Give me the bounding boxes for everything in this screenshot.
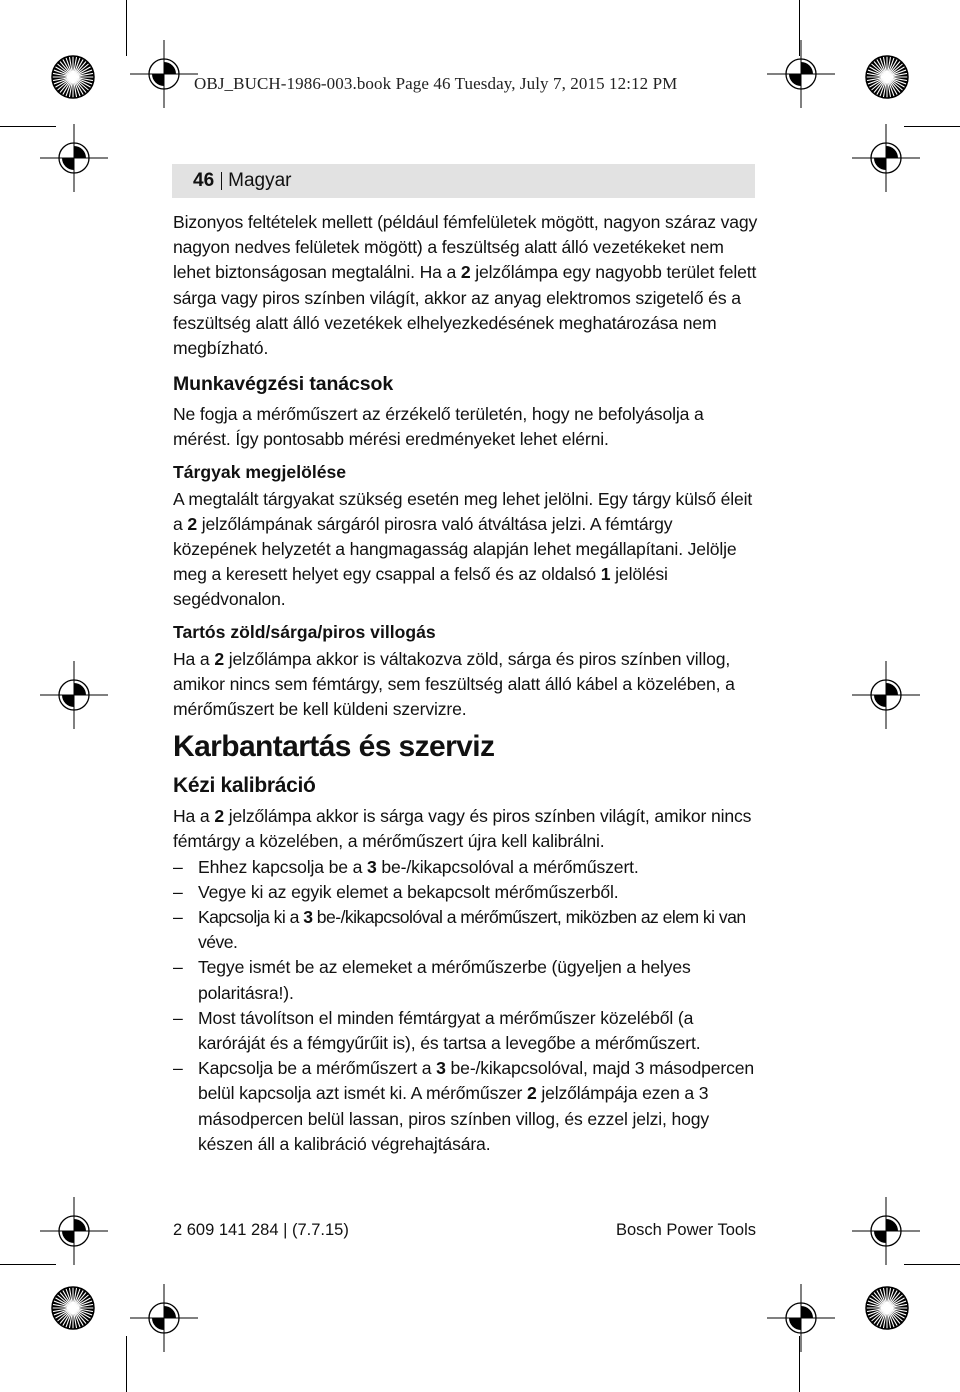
registration-crosshair-icon: [767, 1284, 835, 1352]
calibration-steps: [173, 855, 758, 1157]
registration-crosshair-icon: [130, 1284, 198, 1352]
intro-paragraph: Bizonyos feltételek mellett (például fémfelületek mögött, nagyon száraz vagy nagyon nedves felületek mögött) a feszültség alatt álló vezetékeket nem lehet biztonságosan megtalálni. Ha a 2 jelzőlámpa egy nagyobb terület felett sárga vagy piros színben világít, akkor az anyag elektromos szigetelő és a feszültség alatt álló vezetékek elhelyezkedésének meghatározása nem megbízható.: [173, 212, 758, 359]
reference-number: 1: [600, 564, 611, 585]
page-footer: [173, 1221, 756, 1240]
trim-line: [126, 0, 127, 56]
list-item: – Most távolítson el minden fémtárgyat a mérőműszer közeléből (a karóráját és a fémgyűrűit is), és tartsa a levegőbe a mérőműszert.: [173, 1006, 758, 1056]
blink-paragraph: Ha a 2 jelzőlámpa akkor is váltakozva zöld, sárga és piros színben villog, amikor nincs sem fémtárgy, sem feszültség alatt álló kábel a közelében, a mérőműszert be kell küldeni szervizre.: [173, 648, 735, 720]
registration-crosshair-icon: [852, 124, 920, 192]
section-heading-tips: Munkavégzési tanácsok: [173, 373, 394, 396]
registration-crosshair-icon: [40, 124, 108, 192]
starburst-mark-icon: [50, 1285, 96, 1331]
list-item: – Kapcsolja ki a 3 be-/kikapcsolóval a mérőműszert, miközben az elem ki van véve.: [173, 905, 758, 955]
reference-number: 3: [436, 1058, 446, 1079]
reference-number: 2: [214, 648, 224, 669]
starburst-mark-icon: [50, 54, 96, 100]
list-item: – Vegye ki az egyik elemet a bekapcsolt mérőműszerből.: [173, 880, 758, 905]
chapter-heading: Karbantartás és szerviz: [173, 730, 495, 764]
registration-crosshair-icon: [852, 1197, 920, 1265]
marking-paragraph: A megtalált tárgyakat szükség esetén meg lehet jelölni. Egy tárgy külső éleit a 2 jelzőlámpának sárgáról pirosra való átváltása jelzi. A fémtárgy közepének helyzetét a hangmagasság alapján lehet megállapítani. Jelölje meg a keresett helyet egy csappal a felső és az oldalsó 1 jelölési segédvonalon.: [173, 488, 753, 610]
calibration-intro: Ha a 2 jelzőlámpa akkor is sárga vagy és piros színben világít, amikor nincs fémtárgy a közelében, a mérőműszert újra kell kalibrálni.: [173, 806, 752, 852]
reference-number: 3: [367, 856, 377, 877]
registration-crosshair-icon: [40, 661, 108, 729]
registration-crosshair-icon: [130, 40, 198, 108]
brand-label: Bosch Power Tools: [615, 1221, 756, 1239]
section-heading-blink: Tartós zöld/sárga/piros villogás: [173, 621, 436, 642]
list-item: – Tegye ismét be az elemeket a mérőműszerbe (ügyeljen a helyes polaritásra!).: [173, 955, 758, 1005]
print-slug: OBJ_BUCH-1986-003.book Page 46 Tuesday, July 7, 2015 12:12 PM: [194, 74, 678, 93]
language-label: Magyar: [228, 170, 292, 191]
reference-number: 2: [187, 513, 198, 534]
tips-paragraph: Ne fogja a mérőműszert az érzékelő területén, hogy ne befolyásolja a mérést. Így pontosabb mérési eredményeket lehet elérni.: [173, 404, 704, 450]
trim-line: [126, 1336, 127, 1392]
registration-crosshair-icon: [40, 1197, 108, 1265]
reference-number: 3: [303, 907, 313, 928]
registration-crosshair-icon: [852, 661, 920, 729]
reference-number: 2: [214, 806, 224, 827]
list-item: – Ehhez kapcsolja be a 3 be-/kikapcsolóval a mérőműszert.: [173, 855, 758, 880]
page-number: 46: [172, 172, 222, 190]
page-header: [172, 164, 755, 198]
reference-number: 2: [460, 262, 471, 283]
list-item: – Kapcsolja be a mérőműszert a 3 be-/kikapcsolóval, majd 3 másodpercen belül kapcsolja azt ismét ki. A mérőműszer 2 jelzőlámpája ezen a 3 másodpercen belül lassan, piros színben villog, és ezzel jelzi, hogy készen áll a kalibráció végrehajtására.: [173, 1056, 758, 1157]
document-number: 2 609 141 284 | (7.7.15): [173, 1221, 349, 1239]
registration-crosshair-icon: [767, 40, 835, 108]
starburst-mark-icon: [864, 1285, 910, 1331]
section-heading-marking: Tárgyak megjelölése: [173, 461, 347, 482]
reference-number: 2: [526, 1083, 537, 1104]
starburst-mark-icon: [864, 54, 910, 100]
subsection-heading: Kézi kalibráció: [173, 774, 316, 798]
main-content: [173, 210, 758, 1157]
